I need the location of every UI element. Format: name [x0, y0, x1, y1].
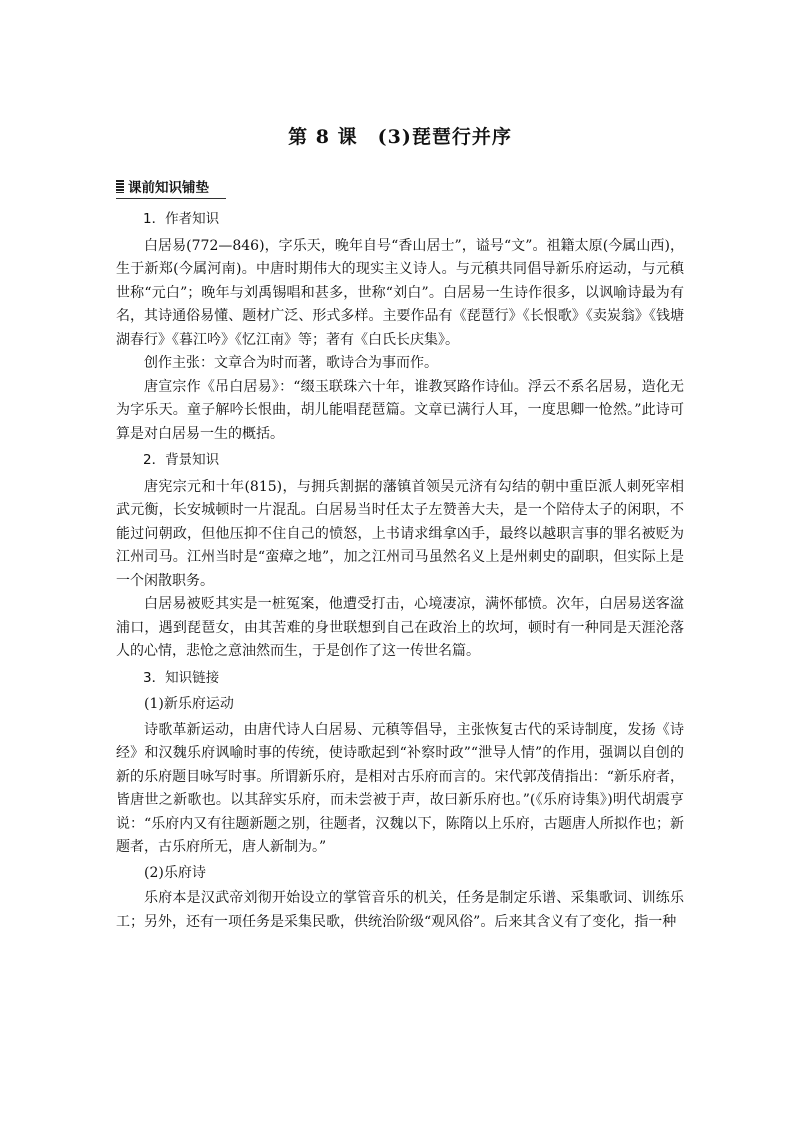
document-page	[116, 122, 684, 934]
section-bar-icon	[116, 180, 124, 193]
heading-links: 3．知识链接	[143, 669, 220, 686]
paragraph: 创作主张：文章合为时而著，歌诗合为事而作。	[144, 355, 438, 371]
subheading-new-yuefu: (1)新乐府运动	[144, 696, 234, 712]
section-underline	[116, 198, 226, 199]
subheading-yuefu-poetry: (2)乐府诗	[144, 864, 206, 881]
paragraph: 白居易被贬其实是一桩冤案，他遭受打击，心境凄凉，满怀郁愤。次年，白居易送客湓浦口，遇到琵琶女，由其苦难的身世联想到自己在政治上的坎坷，顿时有一种同是天涯沦落人的心情，悲怆之意油然而生，于是创作了这一传世名篇。	[116, 596, 684, 659]
paragraph: 唐宪宗元和十年(815)，与拥兵割据的藩镇首领吴元济有勾结的朝中重臣派人刺死宰相武元衡，长安城顿时一片混乱。白居易当时任太子左赞善大夫，是一个陪侍太子的闲职，不能过问朝政，但他压抑不住自己的愤怒，上书请求缉拿凶手，最终以越职言事的罪名被贬为江州司马。江州当时是“蛮瘴之地”，加之江州司马虽然名义上是州刺史的副职，但实际上是一个闲散职务。	[116, 478, 684, 589]
section-label: 课前知识铺垫	[128, 180, 209, 196]
heading-author: 1．作者知识	[143, 211, 220, 227]
paragraph: 乐府本是汉武帝刘彻开始设立的掌管音乐的机关，任务是制定乐谱、采集歌词、训练乐工；另外，还有一项任务是采集民歌，供统治阶级“观风俗”。后来其含义有了变化，指一种	[116, 890, 684, 930]
paragraph: 白居易(772—846)，字乐天，晚年自号“香山居士”，谥号“文”。祖籍太原(今属山西)，生于新郑(今属河南)。中唐时期伟大的现实主义诗人。与元稹共同倡导新乐府运动，与元稹世称“元白”；晚年与刘禹锡唱和甚多，世称“刘白”。白居易一生诗作很多，以讽喻诗最为有名，其诗通俗易懂、题材广泛、形式多样。主要作品有《琵琶行》《长恨歌》《卖炭翁》《钱塘湖春行》《暮江吟》《忆江南》等；著有《白氏长庆集》。	[116, 237, 684, 348]
paragraph: 诗歌革新运动，由唐代诗人白居易、元稹等倡导，主张恢复古代的采诗制度，发扬《诗经》和汉魏乐府讽喻时事的传统，使诗歌起到“补察时政”“泄导人情”的作用，强调以自创的新的乐府题目咏写时事。所谓新乐府，是相对古乐府而言的。宋代郭茂倩指出：“新乐府者，皆唐世之新歌也。以其辞实乐府，而未尝被于声，故曰新乐府也。”(《乐府诗集》)明代胡震亨说：“乐府内又有往题新题之别，往题者，汉魏以下，陈隋以上乐府，古题唐人所拟作也；新题者，古乐府所无，唐人新制为。”	[116, 721, 684, 855]
heading-background: 2．背景知识	[143, 452, 220, 468]
paragraph: 唐宣宗作《吊白居易》：“缀玉联珠六十年，谁教冥路作诗仙。浮云不系名居易，造化无为字乐天。童子解吟长恨曲，胡儿能唱琵琶篇。文章已满行人耳，一度思卿一怆然。”此诗可算是对白居易一生的概括。	[116, 378, 684, 442]
page-title: 第 8 课 (3)琵琶行并序	[288, 126, 512, 148]
section-header	[116, 176, 684, 198]
